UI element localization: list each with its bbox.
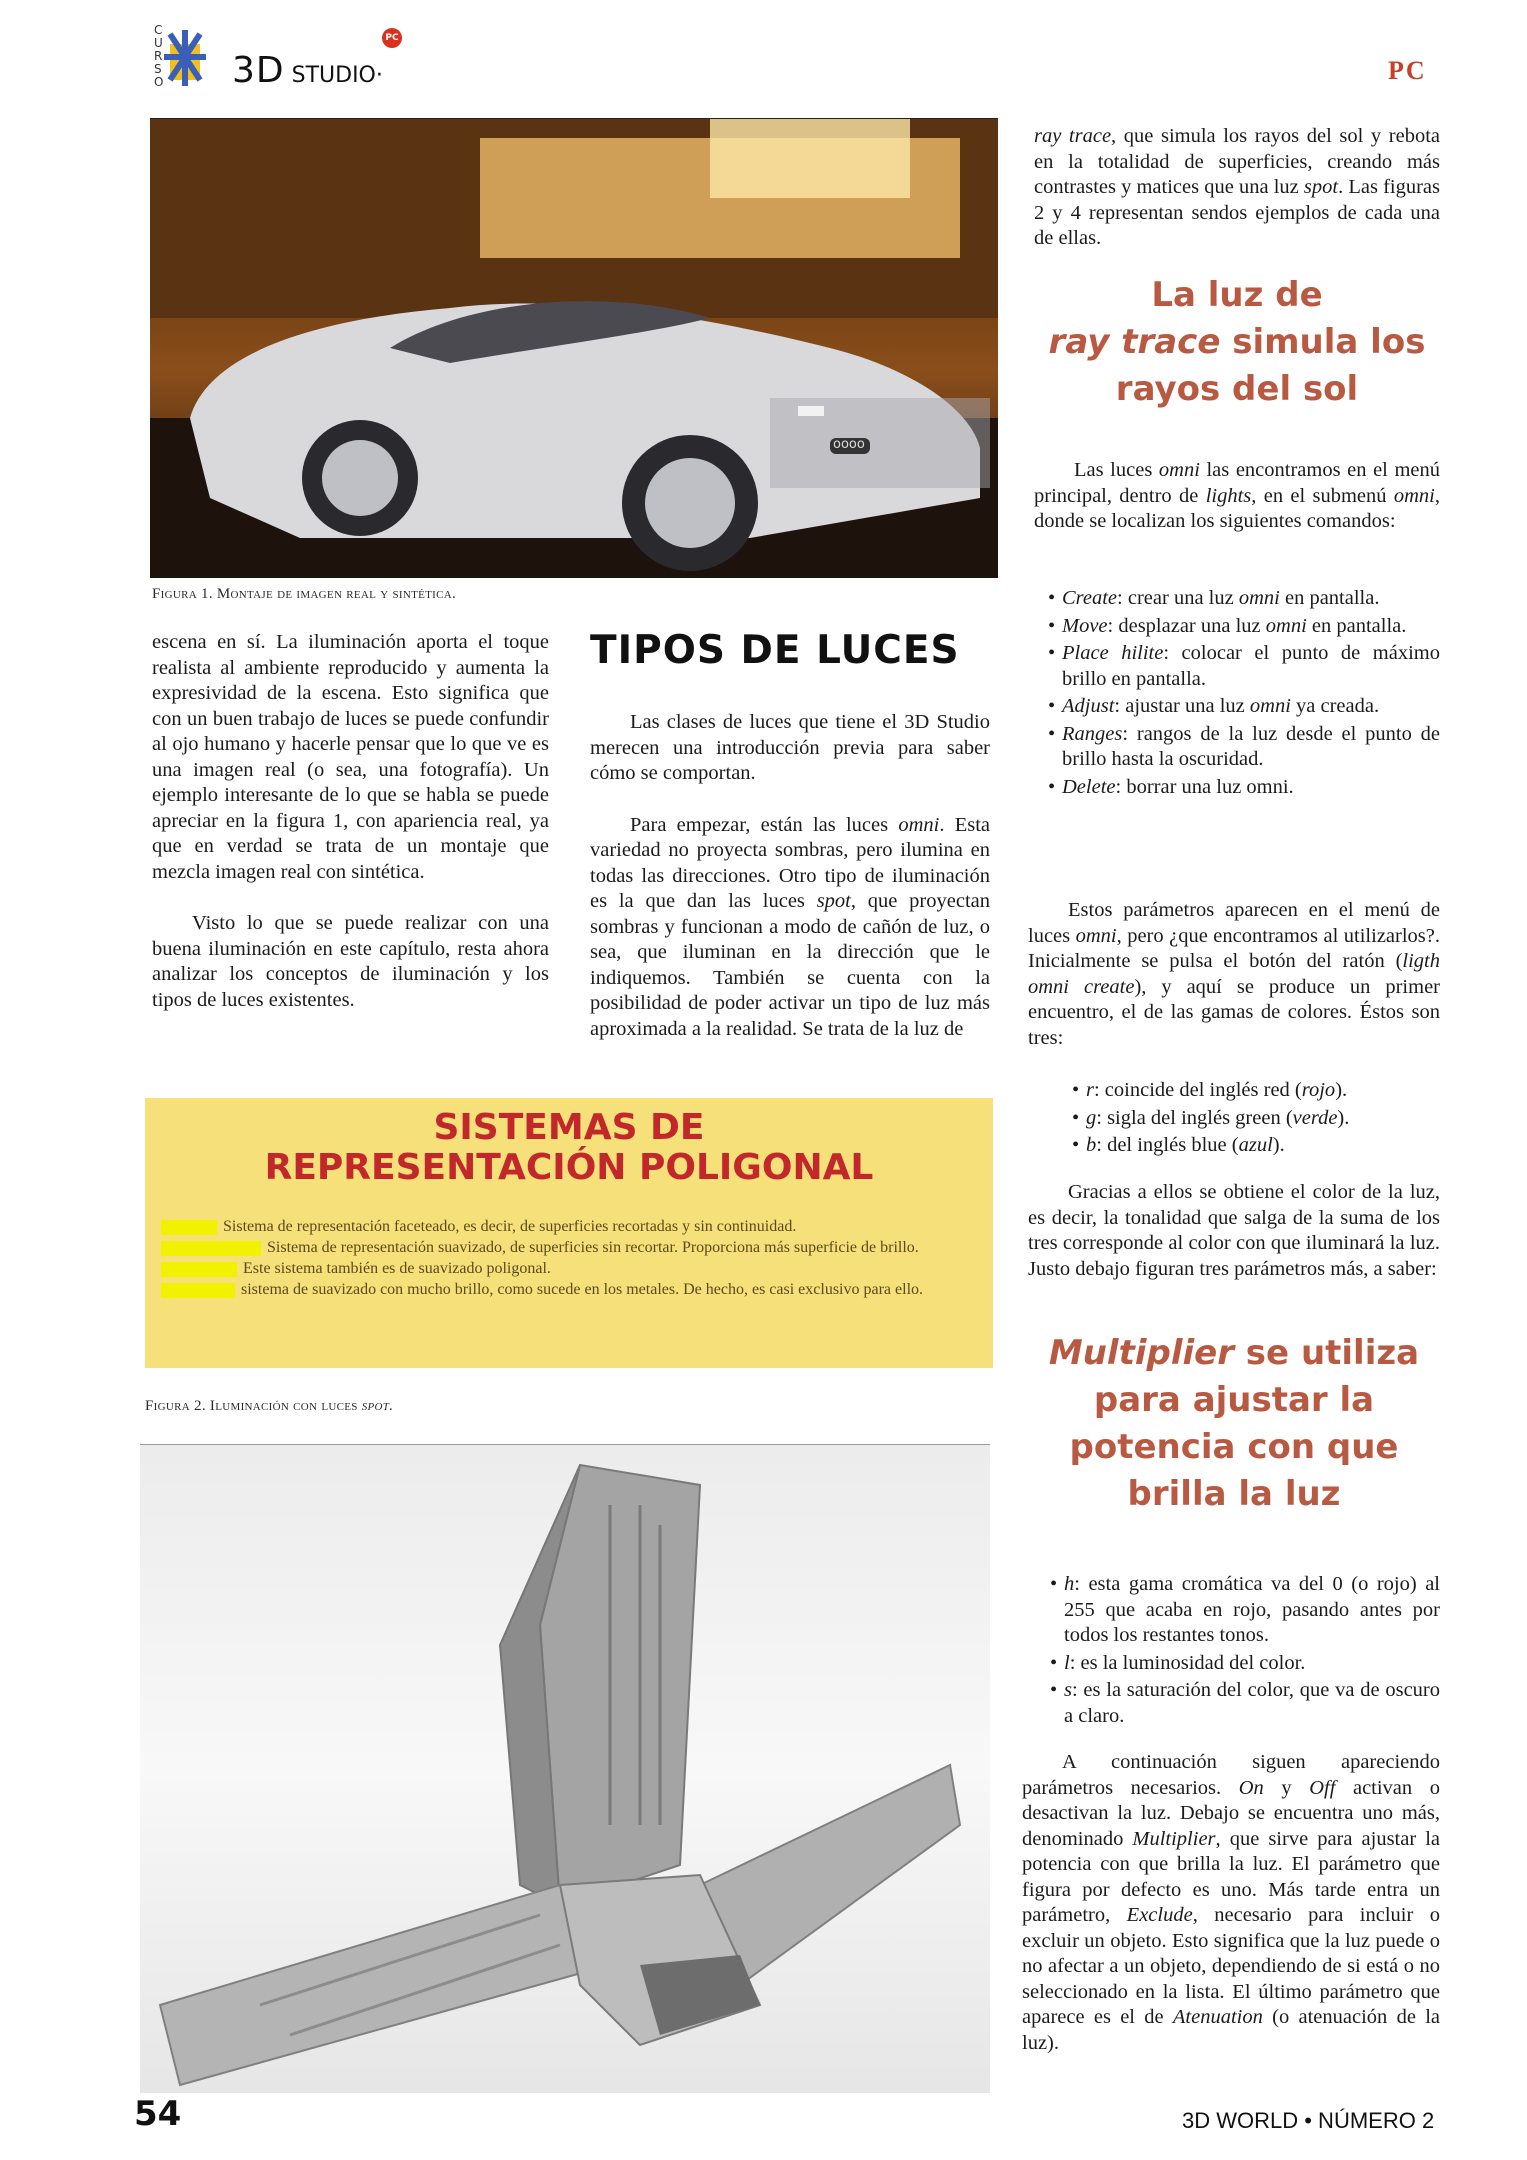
logo-vertical-text: CURSO (154, 23, 164, 89)
section-title-3d: 3D (232, 50, 285, 91)
figure2-image (140, 1444, 990, 2093)
hls-key: s (1064, 1679, 1072, 1701)
pull2-rest: se utiliza (1233, 1333, 1420, 1373)
hls-key: h (1064, 1573, 1075, 1595)
right-block-1 (1034, 458, 1440, 561)
column-right (1034, 124, 1440, 278)
hls-text: : esta gama cromática va del 0 (o rojo) al 255 que acaba en rojo, pasando antes por todos los restantes tonos. (1064, 1573, 1440, 1646)
mid-p2-spot: spot (816, 890, 851, 912)
right-p2-b: , pero ¿que encontramos al utilizarlos?. Inicialmente se pulsa el botón del ratón ( (1028, 924, 1440, 972)
pull1-line2 (1034, 319, 1440, 366)
right-paragraph-3: Gracias a ellos se obtiene el color de la luz, es decir, la tonalidad que salga de la suma de los tres corresponde al color con que iluminará la luz. Justo debajo figuran tres parámetros más, a saber: (1028, 1181, 1440, 1280)
highlight-mark (161, 1241, 261, 1256)
cmd-name: Create (1062, 587, 1118, 609)
section-title-studio: STUDIO· (291, 63, 383, 88)
list-item (1046, 1651, 1440, 1677)
right-p4-d: , necesario para incluir o excluir un objeto. Esto significa que la luz puede o no afectar a un objeto, dependiendo de si está o no seleccionado en la lista. El último parámetro que aparece es el de (1022, 1904, 1441, 2028)
page-number: 54 (134, 2094, 182, 2134)
box-title-line1: SISTEMAS DE (433, 1107, 705, 1148)
right-p4-aten: Atenuation (1172, 2006, 1263, 2028)
list-item (1044, 641, 1440, 692)
rgb-text: : del inglés blue ( (1096, 1134, 1239, 1156)
hls-text: : es la luminosidad del color. (1069, 1651, 1306, 1674)
car-badge-text: oooo (833, 437, 865, 452)
rgb-color: rojo (1301, 1079, 1336, 1101)
pull1-italic: ray trace (1048, 322, 1221, 362)
cmd-end: en pantalla. (1279, 587, 1380, 609)
commands-list (1044, 586, 1440, 802)
right-block-2 (1028, 898, 1440, 1077)
right-p1-omni: omni (1158, 459, 1200, 481)
list-item (1068, 1133, 1440, 1159)
box-item-text: Este sistema también es de suavizado poligonal. (243, 1260, 551, 1277)
highlight-mark (161, 1283, 235, 1298)
highlight-mark (161, 1262, 237, 1277)
right-p2-c: ), y aquí se produce un primer encuentro, el de las gamas de colores. Éstos son tres: (1028, 975, 1440, 1049)
rgb-text: : coincide del inglés red ( (1093, 1079, 1302, 1101)
cmd-text: : borrar una luz omni. (1115, 775, 1294, 798)
right-paragraph-1 (1034, 458, 1440, 535)
list-item (1044, 722, 1440, 773)
pull2-italic: Multiplier (1048, 1333, 1234, 1373)
right-p4-c: , que sirve para ajustar la potencia con que brilla la luz. El parámetro que figura por defecto es uno. Más tarde entra un parámetro, (1022, 1827, 1440, 1926)
right-p4-b: activan o desactivan la luz. Debajo se encuentra uno más, denominado (1022, 1776, 1440, 1850)
rgb-end: ). (1272, 1134, 1285, 1156)
right-p1-a: Las luces (1074, 459, 1159, 481)
right-p4-on: On (1238, 1776, 1264, 1799)
figure2-caption (145, 1398, 393, 1415)
list-item (1046, 1678, 1440, 1729)
cmd-text: : crear una luz (1117, 587, 1239, 609)
list-item (1044, 614, 1440, 640)
list-item (1068, 1078, 1440, 1104)
cmd-text: : colocar el punto de máximo brillo en pantalla. (1062, 642, 1440, 690)
rgb-key: b (1086, 1134, 1097, 1156)
right-p4-y: y (1263, 1776, 1310, 1799)
left-paragraph-1: escena en sí. La iluminación aporta el toque realista al ambiente reproducido y aumenta la expresividad de la escena. Esto significa que con un buen trabajo de luces se puede confundir al ojo humano y hacerle pensar que lo que ve es una imagen real (o sea, una fotografía). Un ejemplo interesante de lo que se habla se puede apreciar en la figura 1, con apariencia real, ya que en verdad se trata de un montaje que mezcla imagen real con sintética. (152, 631, 549, 883)
figure1-image (150, 118, 998, 578)
right-p2-italic: ligth omni create (1028, 950, 1440, 998)
box-item-text: sistema de suavizado con mucho brillo, como sucede en los metales. De hecho, es casi exclusivo para ello. (241, 1281, 924, 1298)
cmd-name: Place hilite (1062, 642, 1164, 664)
highlight-mark (161, 1220, 217, 1235)
hls-list (1046, 1572, 1440, 1731)
mid-p2-a: Para empezar, están las luces (630, 813, 899, 836)
right-p1-lights: lights (1205, 484, 1252, 507)
box-item (161, 1237, 973, 1258)
figure2-caption-italic: spot. (361, 1398, 394, 1414)
star-logo-icon (164, 28, 206, 88)
mid-paragraph-2 (590, 813, 990, 1043)
pc-badge: PC (382, 28, 402, 48)
cmd-end: en pantalla. (1306, 614, 1407, 637)
right-p0-ray: ray trace (1034, 125, 1112, 147)
header-logo (152, 20, 397, 92)
pull2-line4: brilla la luz (1127, 1474, 1341, 1514)
rgb-key: r (1086, 1079, 1094, 1101)
pull1-line1: La luz de (1151, 275, 1323, 315)
pull-quote-2 (1028, 1330, 1440, 1518)
column-middle (590, 710, 990, 1068)
pull2-line2: para ajustar la (1093, 1380, 1375, 1420)
mid-p2-omni: omni (898, 813, 940, 836)
list-item (1044, 694, 1440, 720)
right-p1-c: , en el submenú (1251, 484, 1394, 507)
cmd-name: Move (1062, 614, 1108, 637)
cmd-name: Adjust (1062, 695, 1115, 717)
rgb-list (1068, 1078, 1440, 1161)
right-paragraph-2 (1028, 898, 1440, 1051)
right-p0-end: . Las figuras 2 y 4 representan sendos ejemplos de cada una de ellas. (1034, 176, 1440, 249)
rgb-color: azul (1238, 1134, 1273, 1156)
cmd-text: : rangos de la luz desde el punto de brillo hasta la oscuridad. (1062, 722, 1440, 770)
figure2-caption-text: Figura 2. Iluminación con luces (145, 1398, 362, 1414)
cmd-italic: omni (1249, 695, 1291, 717)
right-p0-spot: spot (1303, 176, 1339, 198)
cmd-name: Ranges (1062, 722, 1123, 745)
box-title-line2: REPRESENTACIÓN POLIGONAL (264, 1147, 874, 1188)
car-illustration (150, 118, 998, 578)
right-p1-b: las encontramos en el menú principal, dentro de (1034, 459, 1440, 507)
cmd-italic: omni (1238, 587, 1280, 609)
mid-p2-b: . Esta variedad no proyecta sombras, pero ilumina en todas las direcciones. Otro tipo de iluminación es la que dan las luces (590, 813, 990, 912)
right-p4-off: Off (1309, 1776, 1336, 1799)
platform-label: PC (1388, 56, 1427, 85)
right-p4-mult: Multiplier (1132, 1827, 1216, 1850)
right-p2-omni: omni (1075, 924, 1117, 947)
box-item-text: Sistema de representación faceteado, es decir, de superficies recortadas y sin continuidad. (223, 1218, 797, 1235)
right-p1-d: , donde se localizan los siguientes comandos: (1034, 484, 1440, 532)
pull2-line3: potencia con que (1069, 1427, 1399, 1467)
right-p1-omni2: omni (1393, 484, 1435, 507)
mid-p2-c: , que proyectan sombras y funcionan a modo de cañón de luz, o sea, que iluminan en la dirección que le indiquemos. También se cuenta con la posibilidad de poder activar un tipo de luz más aproximada a la realidad. Se trata de la luz de (590, 890, 990, 1040)
rgb-text: : sigla del inglés green ( (1096, 1106, 1293, 1129)
right-p4-excl: Exclude (1126, 1904, 1193, 1926)
rgb-key: g (1086, 1106, 1097, 1129)
tipos-heading: TIPOS DE LUCES (590, 628, 960, 673)
section-title (232, 50, 383, 91)
right-p0-text: , que simula los rayos del sol y rebota en la totalidad de superficies, creando más contrastes y matices que una luz (1034, 125, 1440, 198)
list-item (1068, 1106, 1440, 1132)
sistemas-box (145, 1098, 993, 1368)
list-item (1044, 586, 1440, 612)
cmd-text: : ajustar una luz (1114, 695, 1250, 717)
pull1-rest: simula los (1220, 322, 1426, 362)
right-block-4 (1022, 1750, 1440, 2082)
box-item-list (161, 1216, 973, 1300)
magazine-footer: 3D WORLD • NÚMERO 2 (1182, 2108, 1435, 2133)
box-item-text: Sistema de representación suavizado, de superficies sin recortar. Proporciona más superficie de brillo. (267, 1239, 919, 1256)
cmd-name: Delete (1062, 775, 1116, 798)
box-item (161, 1279, 973, 1300)
rgb-end: ). (1335, 1079, 1348, 1101)
box-item (161, 1258, 973, 1279)
right-p2-a: Estos parámetros aparecen en el menú de luces (1028, 899, 1440, 947)
cmd-italic: omni (1265, 614, 1307, 637)
pull-quote-1 (1034, 272, 1440, 413)
cmd-text: : desplazar una luz (1107, 614, 1266, 637)
cmd-end: ya creada. (1290, 695, 1380, 717)
hls-key: l (1064, 1651, 1070, 1674)
right-p4-a: A continuación siguen apareciendo parámetros necesarios. (1022, 1751, 1440, 1799)
left-paragraph-2: Visto lo que se puede realizar con una buena iluminación en este capítulo, resta ahora analizar los conceptos de iluminación y los tipos de luces existentes. (152, 912, 549, 1011)
list-item (1044, 775, 1440, 801)
spaceship-illustration (140, 1445, 990, 2093)
right-paragraph-0 (1034, 124, 1440, 252)
column-left (152, 630, 549, 1039)
list-item (1046, 1572, 1440, 1649)
pull1-line3: rayos del sol (1115, 369, 1359, 409)
box-item (161, 1216, 973, 1237)
rgb-color: verde (1292, 1106, 1338, 1129)
figure1-caption: Figura 1. Montaje de imagen real y sintética. (152, 586, 457, 602)
right-paragraph-4 (1022, 1750, 1440, 2056)
right-p4-e: (o atenuación de la luz). (1022, 2006, 1440, 2054)
hls-text: : es la saturación del color, que va de oscuro a claro. (1064, 1679, 1440, 1727)
mid-paragraph-1: Las clases de luces que tiene el 3D Studio merecen una introducción previa para saber cómo se comportan. (590, 711, 990, 784)
rgb-end: ). (1337, 1106, 1350, 1129)
pull2-line1 (1028, 1330, 1440, 1377)
right-block-3 (1028, 1180, 1440, 1308)
